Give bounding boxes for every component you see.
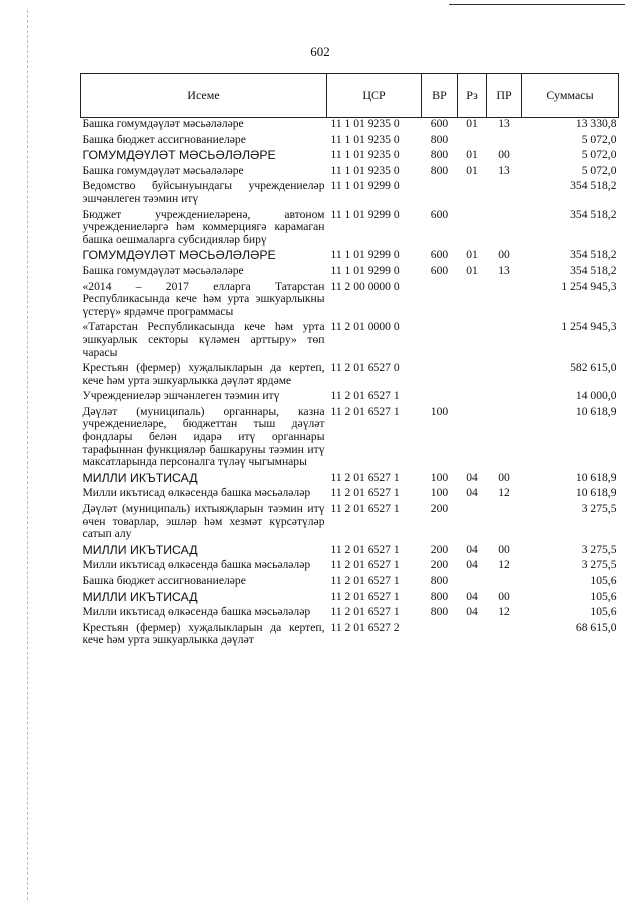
binding-margin bbox=[27, 10, 28, 900]
cell-name: «2014 – 2017 елларга Татарстан Республикасында кече һәм урта эшкуарлыкны үстерү» ярдәмче программасы bbox=[82, 279, 325, 318]
cell-pr bbox=[487, 134, 522, 150]
cell-vr: 100 bbox=[430, 486, 449, 500]
cell-sum: 5 072,0 bbox=[581, 132, 617, 146]
cell-rz bbox=[458, 503, 487, 544]
cell-sum: 68 615,0 bbox=[575, 620, 617, 634]
cell-sum: 3 275,5 bbox=[581, 558, 617, 572]
cell-vr: 600 bbox=[430, 263, 449, 277]
cell-sum: 1 254 945,3 bbox=[561, 320, 617, 334]
cell-csr: 11 2 01 6527 1 bbox=[330, 404, 400, 418]
cell-pr: 13 bbox=[498, 163, 510, 177]
cell-sum: 10 618,9 bbox=[575, 404, 617, 418]
cell-vr: 800 bbox=[430, 148, 449, 162]
budget-table bbox=[80, 73, 619, 650]
cell-csr: 11 1 01 9235 0 bbox=[330, 163, 400, 177]
cell-csr: 11 1 01 9299 0 bbox=[330, 179, 400, 193]
cell-vr bbox=[422, 321, 458, 362]
cell-sum: 3 275,5 bbox=[581, 502, 617, 516]
cell-name: МИЛЛИ ИКЪТИСАД bbox=[82, 542, 198, 557]
cell-csr: 11 2 01 6527 1 bbox=[330, 558, 400, 572]
cell-name: Башка гомумдәүләт мәсьәләләре bbox=[82, 163, 244, 177]
cell-sum: 105,6 bbox=[590, 574, 617, 587]
cell-name: «Татарстан Республикасында кече һәм урта эшкуарлык секторы күләмен арттыру» төп чарасы bbox=[82, 320, 325, 359]
cell-name: Крестьян (фермер) хуҗалыкларын да кертеп, кече һәм урта эшкуарлыкка дәүләт bbox=[82, 620, 325, 647]
cell-csr: 11 1 01 9299 0 bbox=[330, 263, 400, 277]
cell-pr: 00 bbox=[498, 589, 510, 603]
cell-sum: 5 072,0 bbox=[581, 148, 617, 162]
cell-pr: 13 bbox=[498, 263, 510, 277]
table-row bbox=[81, 321, 619, 362]
cell-pr bbox=[487, 180, 522, 208]
cell-csr: 11 2 01 6527 1 bbox=[330, 574, 400, 587]
cell-vr: 100 bbox=[430, 470, 449, 484]
table-row bbox=[81, 180, 619, 208]
cell-sum: 354 518,2 bbox=[570, 207, 617, 221]
cell-rz bbox=[458, 281, 487, 322]
cell-pr bbox=[487, 362, 522, 390]
cell-vr: 200 bbox=[430, 558, 449, 572]
cell-vr bbox=[422, 390, 458, 406]
cell-csr: 11 1 01 9299 0 bbox=[330, 207, 400, 221]
cell-csr: 11 2 01 0000 0 bbox=[330, 320, 400, 334]
cell-csr: 11 1 01 9235 0 bbox=[330, 117, 400, 130]
cell-name: Бюджет учреждениеләренә, автоном учреждениеләргә һәм коммерциягә карамаган башка оешмаларга субсидияләр бирү bbox=[82, 207, 325, 246]
table-row bbox=[81, 622, 619, 650]
cell-sum: 14 000,0 bbox=[575, 389, 617, 403]
cell-rz bbox=[458, 134, 487, 150]
cell-rz bbox=[458, 180, 487, 208]
table-row bbox=[81, 503, 619, 544]
cell-sum: 354 518,2 bbox=[570, 179, 617, 193]
table-row bbox=[81, 281, 619, 322]
cell-vr: 100 bbox=[430, 404, 449, 418]
cell-rz: 01 bbox=[466, 248, 478, 262]
cell-rz: 04 bbox=[466, 470, 478, 484]
cell-pr bbox=[487, 209, 522, 250]
cell-pr: 00 bbox=[498, 248, 510, 262]
cell-vr: 800 bbox=[430, 163, 449, 177]
cell-sum: 3 275,5 bbox=[581, 542, 617, 556]
cell-csr: 11 2 01 6527 2 bbox=[330, 620, 400, 634]
cell-sum: 354 518,2 bbox=[570, 248, 617, 262]
cell-vr: 600 bbox=[430, 248, 449, 262]
cell-vr: 800 bbox=[430, 574, 449, 587]
cell-csr: 11 2 01 6527 1 bbox=[330, 389, 400, 403]
table-row bbox=[81, 118, 619, 134]
table-row bbox=[81, 606, 619, 622]
cell-csr: 11 2 01 6527 1 bbox=[330, 589, 400, 603]
table-row bbox=[81, 559, 619, 575]
cell-name: Крестьян (фермер) хуҗалыкларын да кертеп, кече һәм урта эшкуарлыкка дәүләт ярдәме bbox=[82, 361, 325, 387]
cell-name: Милли икътисад өлкәсендә башка мәсьәләләр bbox=[82, 486, 311, 500]
cell-rz: 01 bbox=[466, 263, 478, 277]
cell-name: МИЛЛИ ИКЪТИСАД bbox=[82, 589, 198, 604]
cell-sum: 354 518,2 bbox=[570, 263, 617, 277]
cell-sum: 105,6 bbox=[590, 605, 617, 619]
cell-rz bbox=[458, 575, 487, 591]
cell-rz bbox=[458, 390, 487, 406]
cell-pr: 00 bbox=[498, 542, 510, 556]
cell-vr: 800 bbox=[430, 589, 449, 603]
cell-sum: 13 330,8 bbox=[575, 117, 617, 130]
cell-sum: 10 618,9 bbox=[575, 470, 617, 484]
cell-csr: 11 1 01 9235 0 bbox=[330, 148, 400, 162]
cell-sum: 5 072,0 bbox=[581, 163, 617, 177]
cell-csr: 11 2 01 6527 1 bbox=[330, 605, 400, 619]
table-row bbox=[81, 209, 619, 250]
cell-rz: 04 bbox=[466, 558, 478, 572]
cell-rz bbox=[458, 362, 487, 390]
cell-vr: 600 bbox=[430, 207, 449, 221]
cell-rz bbox=[458, 622, 487, 650]
table-body bbox=[81, 118, 619, 650]
cell-pr bbox=[487, 321, 522, 362]
cell-csr: 11 2 01 6527 1 bbox=[330, 486, 400, 500]
table-row bbox=[81, 487, 619, 503]
header-vr: ВР bbox=[422, 74, 458, 118]
cell-pr bbox=[487, 575, 522, 591]
cell-name: Дәүләт (муниципаль) ихтыяҗларын тәэмин итү өчен товарлар, эшләр һәм хезмәт күрсәтүләр сатып алу bbox=[82, 502, 325, 541]
cell-name: Ведомство буйсынуындагы учреждениеләр эшчәнлеген тәэмин итү bbox=[82, 179, 325, 205]
header-name: Исеме bbox=[81, 74, 327, 118]
table-row bbox=[81, 134, 619, 150]
cell-rz: 04 bbox=[466, 542, 478, 556]
cell-rz: 04 bbox=[466, 486, 478, 500]
table-row bbox=[81, 472, 619, 488]
cell-vr: 800 bbox=[430, 132, 449, 146]
table-header bbox=[81, 74, 619, 118]
cell-vr bbox=[422, 362, 458, 390]
cell-name: Башка бюджет ассигнованиеләре bbox=[82, 132, 246, 146]
cell-sum: 10 618,9 bbox=[575, 486, 617, 500]
cell-name: Башка гомумдәүләт мәсьәләләре bbox=[82, 117, 244, 130]
header-sum: Суммасы bbox=[522, 74, 619, 118]
table-row bbox=[81, 591, 619, 607]
cell-vr: 800 bbox=[430, 605, 449, 619]
cell-name: Дәүләт (муниципаль) органнары, казна учреждениеләре, бюджеттан тыш дәүләт фондлары белән идарә итү органнары тарафыннан функцияләр башкаруны тәэмин итү максатларында персоналга түләү чыгымнары bbox=[82, 404, 325, 469]
header-rz: Рз bbox=[458, 74, 487, 118]
table-row bbox=[81, 362, 619, 390]
page-number: 602 bbox=[310, 44, 330, 59]
cell-rz bbox=[458, 406, 487, 472]
cell-csr: 11 2 01 6527 1 bbox=[330, 470, 400, 484]
cell-pr bbox=[487, 281, 522, 322]
cell-rz: 04 bbox=[466, 605, 478, 619]
cell-csr: 11 2 01 6527 1 bbox=[330, 502, 400, 516]
cell-rz bbox=[458, 209, 487, 250]
cell-vr bbox=[422, 281, 458, 322]
table-row bbox=[81, 265, 619, 281]
top-rule bbox=[449, 4, 625, 5]
cell-sum: 582 615,0 bbox=[570, 361, 617, 375]
cell-rz: 04 bbox=[466, 589, 478, 603]
cell-name: Милли икътисад өлкәсендә башка мәсьәләләр bbox=[82, 605, 311, 619]
table-row bbox=[81, 165, 619, 181]
cell-vr: 200 bbox=[430, 542, 449, 556]
cell-pr bbox=[487, 390, 522, 406]
cell-name: Башка гомумдәүләт мәсьәләләре bbox=[82, 263, 244, 277]
cell-csr: 11 2 00 0000 0 bbox=[330, 279, 400, 293]
cell-csr: 11 1 01 9299 0 bbox=[330, 248, 400, 262]
cell-pr bbox=[487, 622, 522, 650]
cell-rz bbox=[458, 321, 487, 362]
cell-pr: 00 bbox=[498, 148, 510, 162]
cell-name: Учреждениеләр эшчәнлеген тәэмин итү bbox=[82, 389, 280, 403]
cell-name: ГОМУМДӘҮЛӘТ МӘСЬӘЛӘЛӘРЕ bbox=[82, 148, 276, 163]
cell-pr: 12 bbox=[498, 605, 510, 619]
cell-sum: 105,6 bbox=[590, 589, 617, 603]
cell-sum: 1 254 945,3 bbox=[561, 279, 617, 293]
table-row bbox=[81, 575, 619, 591]
cell-pr: 12 bbox=[498, 486, 510, 500]
cell-rz: 01 bbox=[466, 148, 478, 162]
cell-name: МИЛЛИ ИКЪТИСАД bbox=[82, 470, 198, 485]
table-row bbox=[81, 390, 619, 406]
cell-vr: 200 bbox=[430, 502, 449, 516]
cell-rz: 01 bbox=[466, 117, 478, 130]
cell-pr bbox=[487, 406, 522, 472]
table-row bbox=[81, 544, 619, 560]
table-row bbox=[81, 249, 619, 265]
cell-csr: 11 2 01 6527 1 bbox=[330, 542, 400, 556]
table-row bbox=[81, 406, 619, 472]
cell-vr: 600 bbox=[430, 117, 449, 130]
cell-vr bbox=[422, 180, 458, 208]
cell-pr: 12 bbox=[498, 558, 510, 572]
cell-name: ГОМУМДӘҮЛӘТ МӘСЬӘЛӘЛӘРЕ bbox=[82, 248, 276, 263]
cell-csr: 11 1 01 9235 0 bbox=[330, 132, 400, 146]
cell-pr: 13 bbox=[498, 117, 510, 130]
cell-rz: 01 bbox=[466, 163, 478, 177]
cell-pr: 00 bbox=[498, 470, 510, 484]
cell-name: Милли икътисад өлкәсендә башка мәсьәләләр bbox=[82, 558, 311, 572]
cell-csr: 11 2 01 6527 0 bbox=[330, 361, 400, 375]
cell-vr bbox=[422, 622, 458, 650]
cell-name: Башка бюджет ассигнованиеләре bbox=[82, 574, 246, 587]
cell-pr bbox=[487, 503, 522, 544]
table-row bbox=[81, 149, 619, 165]
header-csr: ЦСР bbox=[327, 74, 422, 118]
header-pr: ПР bbox=[487, 74, 522, 118]
